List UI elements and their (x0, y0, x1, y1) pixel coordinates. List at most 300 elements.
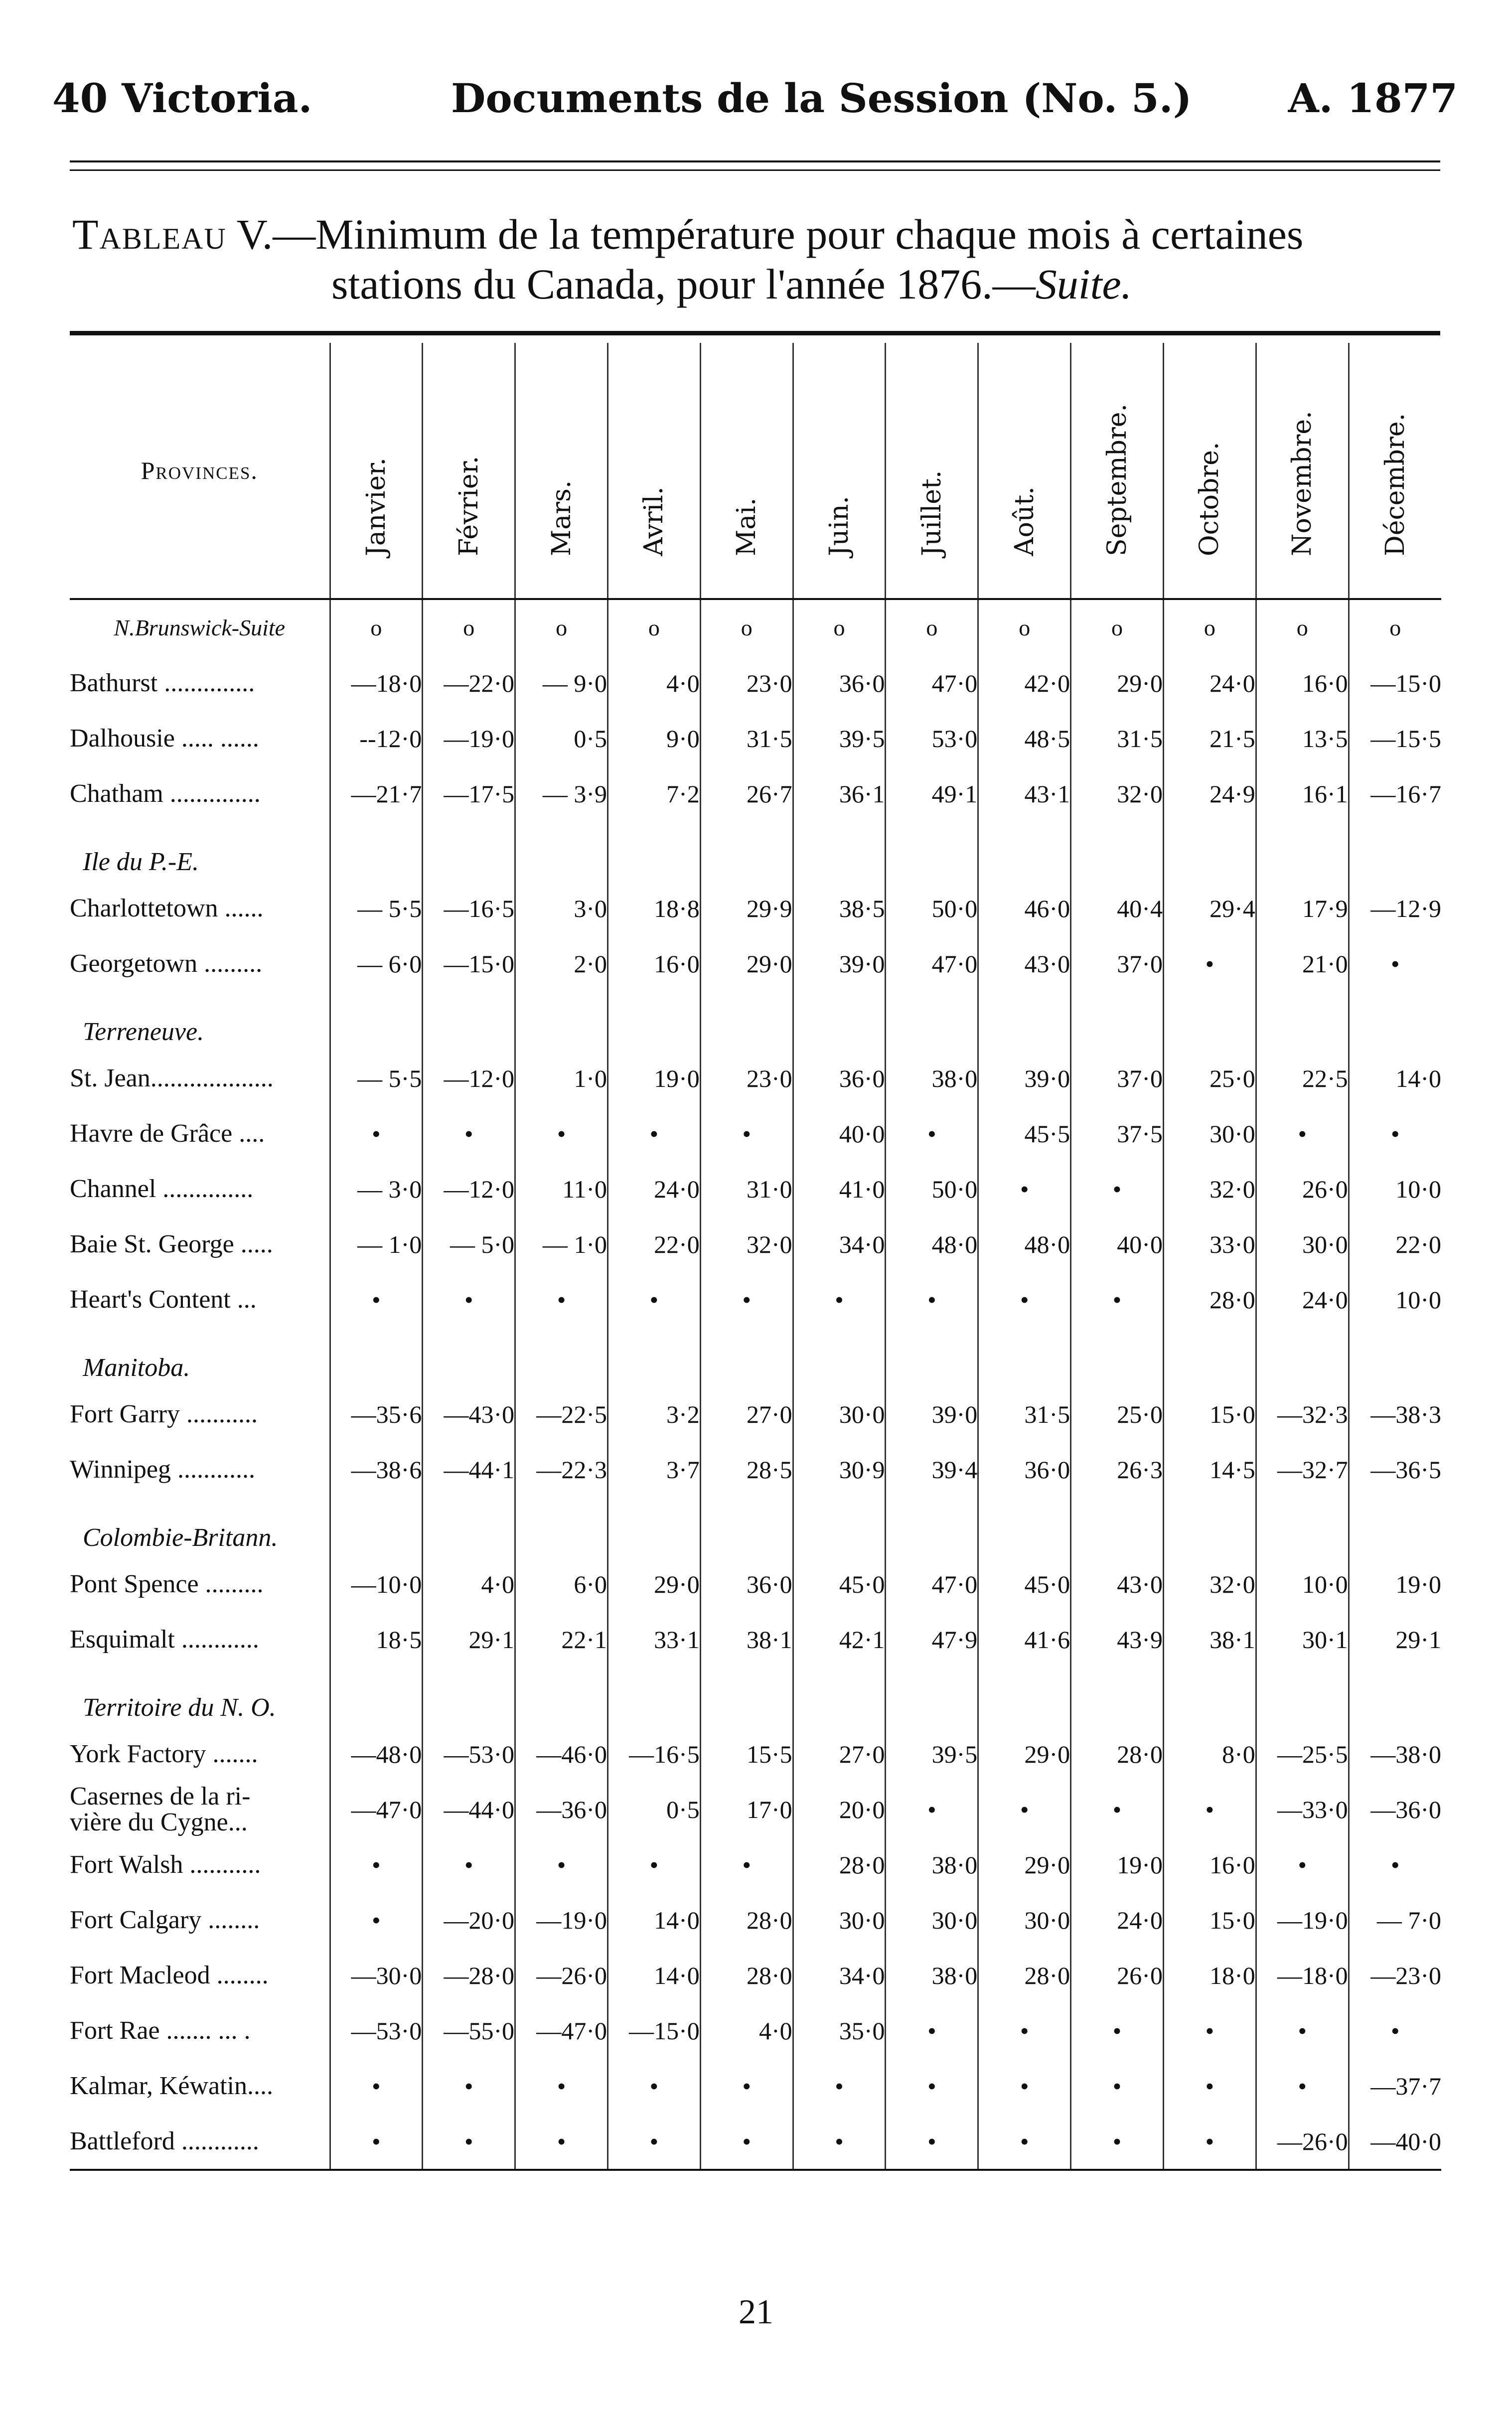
empty-cell (978, 821, 1071, 881)
station-row (70, 1051, 1441, 1106)
empty-cell (886, 991, 978, 1051)
value-cell: • (1163, 2058, 1256, 2114)
value-cell: • (607, 2058, 700, 2114)
month-label: Octobre. (1195, 442, 1225, 556)
value-cell: 45·5 (978, 1106, 1071, 1161)
value-cell: —26·0 (515, 1948, 608, 2003)
station-row (70, 2003, 1441, 2058)
station-name: Baie St. George ..... (70, 1230, 273, 1258)
value-cell: • (700, 1106, 793, 1161)
value-cell: 32·0 (1071, 766, 1164, 821)
value-cell: • (423, 1106, 515, 1161)
value-cell: • (607, 1837, 700, 1892)
value-cell: 28·0 (1071, 1726, 1164, 1782)
value-cell: 35·0 (793, 2003, 886, 2058)
value-cell: 17·0 (700, 1782, 793, 1837)
value-cell: 27·0 (793, 1726, 886, 1782)
station-row (70, 1272, 1441, 1327)
value-cell: — 1·0 (330, 1216, 423, 1272)
value-cell: 43·1 (978, 766, 1071, 821)
value-cell: 40·4 (1071, 881, 1164, 936)
degree-symbol: o (330, 599, 423, 655)
value-cell: 36·0 (700, 1556, 793, 1612)
empty-cell (978, 1667, 1071, 1726)
station-row (70, 1106, 1441, 1161)
empty-cell (515, 991, 608, 1051)
value-cell: • (1349, 936, 1441, 991)
value-cell: —20·0 (423, 1892, 515, 1948)
value-cell: 29·1 (1349, 1612, 1441, 1667)
empty-cell (1071, 1667, 1164, 1726)
empty-cell (330, 1667, 423, 1726)
value-cell: —16·5 (423, 881, 515, 936)
month-label: Juin. (824, 496, 855, 556)
value-cell: —32·3 (1256, 1386, 1349, 1442)
value-cell: —18·0 (330, 655, 423, 711)
value-cell: • (886, 1782, 978, 1837)
value-cell: 48·0 (978, 1216, 1071, 1272)
value-cell: 14·0 (607, 1948, 700, 2003)
header-rule-bottom (70, 169, 1440, 171)
value-cell: 33·1 (607, 1612, 700, 1667)
value-cell: 39·0 (978, 1051, 1071, 1106)
value-cell: —47·0 (330, 1782, 423, 1837)
value-cell: —36·0 (1349, 1782, 1441, 1837)
value-cell: 43·0 (1071, 1556, 1164, 1612)
empty-cell (886, 821, 978, 881)
value-cell: • (700, 1272, 793, 1327)
value-cell: • (793, 1272, 886, 1327)
value-cell: 50·0 (886, 881, 978, 936)
empty-cell (1163, 821, 1256, 881)
value-cell: 22·0 (607, 1216, 700, 1272)
station-name: Havre de Grâce .... (70, 1119, 265, 1148)
value-cell: 36·0 (793, 1051, 886, 1106)
section-name: Manitoba. (83, 1354, 190, 1382)
value-cell: —15·0 (1349, 655, 1441, 711)
value-cell: 36·0 (978, 1442, 1071, 1497)
value-cell: — 6·0 (330, 936, 423, 991)
value-cell: 28·0 (700, 1892, 793, 1948)
empty-cell (330, 1497, 423, 1556)
value-cell: 0·5 (515, 711, 608, 766)
station-name: Kalmar, Kéwatin.... (70, 2072, 274, 2100)
section-name: Terreneuve. (83, 1018, 204, 1046)
value-cell: 49·1 (886, 766, 978, 821)
month-label: Mars. (546, 480, 577, 556)
value-cell: 29·0 (607, 1556, 700, 1612)
station-row (70, 655, 1441, 711)
station-row (70, 2058, 1441, 2114)
month-label: Août. (1009, 486, 1040, 556)
station-row (70, 711, 1441, 766)
value-cell: • (978, 2058, 1071, 2114)
value-cell: • (700, 2058, 793, 2114)
value-cell: 31·5 (1071, 711, 1164, 766)
value-cell: 32·0 (700, 1216, 793, 1272)
value-cell: 26·3 (1071, 1442, 1164, 1497)
value-cell: 38·0 (886, 1948, 978, 2003)
value-cell: 38·0 (886, 1837, 978, 1892)
empty-cell (515, 1497, 608, 1556)
value-cell: 3·7 (607, 1442, 700, 1497)
value-cell: —53·0 (423, 1726, 515, 1782)
station-row (70, 1161, 1441, 1216)
value-cell: —40·0 (1349, 2114, 1441, 2170)
degree-symbol: o (1071, 599, 1164, 655)
value-cell: • (978, 2003, 1071, 2058)
value-cell: • (1071, 2114, 1164, 2170)
value-cell: 26·7 (700, 766, 793, 821)
empty-cell (330, 991, 423, 1051)
value-cell: 37·5 (1071, 1106, 1164, 1161)
month-label: Juillet. (916, 470, 947, 556)
value-cell: 30·1 (1256, 1612, 1349, 1667)
value-cell: • (330, 1106, 423, 1161)
value-cell: • (515, 1837, 608, 1892)
value-cell: • (793, 2114, 886, 2170)
empty-cell (1256, 991, 1349, 1051)
value-cell: 21·5 (1163, 711, 1256, 766)
empty-cell (330, 1327, 423, 1386)
value-cell: —35·6 (330, 1386, 423, 1442)
month-label: Mai. (732, 497, 762, 556)
value-cell: —47·0 (515, 2003, 608, 2058)
station-name: Battleford ............ (70, 2114, 330, 2170)
empty-cell (1071, 1327, 1164, 1386)
value-cell: • (1071, 2058, 1164, 2114)
value-cell: 16·0 (1163, 1837, 1256, 1892)
value-cell: 30·0 (1256, 1216, 1349, 1272)
value-cell: • (423, 2114, 515, 2170)
value-cell: 7·2 (607, 766, 700, 821)
empty-cell (700, 1497, 793, 1556)
value-cell: —37·7 (1349, 2058, 1441, 2114)
value-cell: 23·0 (700, 1051, 793, 1106)
degree-symbol: o (700, 599, 793, 655)
value-cell: • (1163, 2114, 1256, 2170)
value-cell: —38·6 (330, 1442, 423, 1497)
value-cell: 43·0 (978, 936, 1071, 991)
value-cell: • (886, 1272, 978, 1327)
header-left: 40 Victoria. (52, 75, 312, 122)
value-cell: 46·0 (978, 881, 1071, 936)
degree-symbol: o (1349, 599, 1441, 655)
value-cell: 26·0 (1071, 1948, 1164, 2003)
value-cell: 42·0 (978, 655, 1071, 711)
table-header-row (70, 343, 1441, 599)
empty-cell (793, 821, 886, 881)
value-cell: 34·0 (793, 1216, 886, 1272)
value-cell: —10·0 (330, 1556, 423, 1612)
value-cell: 31·5 (978, 1386, 1071, 1442)
value-cell: • (700, 1837, 793, 1892)
value-cell: 24·0 (1071, 1892, 1164, 1948)
value-cell: 47·0 (886, 936, 978, 991)
value-cell: • (1071, 1272, 1164, 1327)
value-cell: —19·0 (423, 711, 515, 766)
value-cell: 2·0 (515, 936, 608, 991)
value-cell: 14·0 (607, 1892, 700, 1948)
station-row (70, 936, 1441, 991)
value-cell: --12·0 (330, 711, 423, 766)
empty-cell (607, 1327, 700, 1386)
section-name: Colombie-Britann. (83, 1523, 278, 1552)
value-cell: 25·0 (1071, 1386, 1164, 1442)
value-cell: 10·0 (1256, 1556, 1349, 1612)
value-cell: —21·7 (330, 766, 423, 821)
empty-cell (1349, 821, 1441, 881)
value-cell: • (330, 1272, 423, 1327)
value-cell: • (1163, 2003, 1256, 2058)
empty-cell (515, 821, 608, 881)
station-row (70, 766, 1441, 821)
value-cell: • (607, 1106, 700, 1161)
section-row (70, 1667, 1441, 1726)
value-cell: — 9·0 (515, 655, 608, 711)
value-cell: 30·9 (793, 1442, 886, 1497)
value-cell: —22·5 (515, 1386, 608, 1442)
section-name: Territoire du N. O. (83, 1693, 276, 1722)
value-cell: 30·0 (793, 1892, 886, 1948)
value-cell: 27·0 (700, 1386, 793, 1442)
value-cell: —36·0 (515, 1782, 608, 1837)
value-cell: • (330, 2058, 423, 2114)
value-cell: 42·1 (793, 1612, 886, 1667)
value-cell: —19·0 (1256, 1892, 1349, 1948)
value-cell: 48·0 (886, 1216, 978, 1272)
value-cell: 15·0 (1163, 1386, 1256, 1442)
value-cell: 38·5 (793, 881, 886, 936)
empty-cell (1163, 1327, 1256, 1386)
station-row (70, 1948, 1441, 2003)
value-cell: 1·0 (515, 1051, 608, 1106)
value-cell: 38·1 (1163, 1612, 1256, 1667)
empty-cell (1071, 991, 1164, 1051)
value-cell: 14·0 (1349, 1051, 1441, 1106)
value-cell: 37·0 (1071, 936, 1164, 991)
value-cell: 24·0 (607, 1161, 700, 1216)
value-cell: 24·9 (1163, 766, 1256, 821)
value-cell: 28·0 (793, 1837, 886, 1892)
month-header-2 (515, 343, 608, 599)
value-cell: 53·0 (886, 711, 978, 766)
empty-cell (700, 821, 793, 881)
value-cell: • (978, 1272, 1071, 1327)
value-cell: 22·0 (1349, 1216, 1441, 1272)
empty-cell (793, 1497, 886, 1556)
value-cell: —16·7 (1349, 766, 1441, 821)
empty-cell (700, 991, 793, 1051)
value-cell: —17·5 (423, 766, 515, 821)
degree-symbol: o (886, 599, 978, 655)
title-suite: Suite. (1035, 260, 1132, 308)
table-top-rule (70, 331, 1440, 335)
temperature-table (70, 343, 1441, 2171)
value-cell: 50·0 (886, 1161, 978, 1216)
section-row (70, 991, 1441, 1051)
page-number: 21 (739, 2293, 773, 2331)
value-cell: 8·0 (1163, 1726, 1256, 1782)
value-cell: • (1163, 936, 1256, 991)
empty-cell (978, 1497, 1071, 1556)
empty-cell (793, 1667, 886, 1726)
value-cell: 16·0 (607, 936, 700, 991)
value-cell: 39·5 (793, 711, 886, 766)
value-cell: —36·5 (1349, 1442, 1441, 1497)
value-cell: 10·0 (1349, 1161, 1441, 1216)
value-cell: 39·5 (886, 1726, 978, 1782)
value-cell: —19·0 (515, 1892, 608, 1948)
value-cell: 19·0 (1071, 1837, 1164, 1892)
station-name: Pont Spence ......... (70, 1570, 264, 1598)
value-cell: • (886, 2058, 978, 2114)
empty-cell (423, 1667, 515, 1726)
value-cell: 16·0 (1256, 655, 1349, 711)
section-row (70, 1327, 1441, 1386)
degree-symbol: o (1256, 599, 1349, 655)
value-cell: • (1071, 1161, 1164, 1216)
value-cell: — 1·0 (515, 1216, 608, 1272)
value-cell: 9·0 (607, 711, 700, 766)
value-cell: • (1256, 1106, 1349, 1161)
empty-cell (1349, 1497, 1441, 1556)
empty-cell (423, 1497, 515, 1556)
value-cell: 36·1 (793, 766, 886, 821)
month-header-5 (793, 343, 886, 599)
value-cell: 36·0 (793, 655, 886, 711)
value-cell: —38·3 (1349, 1386, 1441, 1442)
value-cell: • (1256, 2003, 1349, 2058)
value-cell: • (607, 1272, 700, 1327)
degree-symbol: o (978, 599, 1071, 655)
empty-cell (1349, 1667, 1441, 1726)
empty-cell (1256, 1497, 1349, 1556)
empty-cell (700, 1667, 793, 1726)
station-name-line: vière du Cygne... (70, 1808, 248, 1836)
value-cell: 48·5 (978, 711, 1071, 766)
section-name: Ile du P.-E. (83, 848, 199, 876)
value-cell: 38·1 (700, 1612, 793, 1667)
value-cell: 6·0 (515, 1556, 608, 1612)
value-cell: —16·5 (607, 1726, 700, 1782)
value-cell: 29·0 (978, 1837, 1071, 1892)
value-cell: — 3·9 (515, 766, 608, 821)
empty-cell (330, 821, 423, 881)
value-cell: 26·0 (1256, 1161, 1349, 1216)
month-header-3 (607, 343, 700, 599)
title-label: Tableau (72, 210, 227, 258)
value-cell: 20·0 (793, 1782, 886, 1837)
month-label: Septembre. (1102, 403, 1132, 556)
month-header-11 (1349, 343, 1441, 599)
value-cell: —23·0 (1349, 1948, 1441, 2003)
station-name: Fort Garry ........... (70, 1400, 258, 1428)
value-cell: 19·0 (607, 1051, 700, 1106)
value-cell: • (330, 1892, 423, 1948)
empty-cell (886, 1327, 978, 1386)
value-cell: 17·9 (1256, 881, 1349, 936)
station-name: Dalhousie ..... ...... (70, 724, 259, 753)
station-name: Fort Walsh ........... (70, 1850, 261, 1879)
value-cell: — 5·5 (330, 1051, 423, 1106)
header-rule-top (70, 160, 1440, 162)
value-cell: 25·0 (1163, 1051, 1256, 1106)
value-cell: —55·0 (423, 2003, 515, 2058)
empty-cell (978, 991, 1071, 1051)
value-cell: • (330, 1837, 423, 1892)
value-cell: 29·1 (423, 1612, 515, 1667)
degree-symbol: o (423, 599, 515, 655)
value-cell: 45·0 (978, 1556, 1071, 1612)
value-cell: 28·0 (1163, 1272, 1256, 1327)
value-cell: 43·9 (1071, 1612, 1164, 1667)
value-cell: 23·0 (700, 655, 793, 711)
value-cell: —44·0 (423, 1782, 515, 1837)
value-cell: • (423, 1837, 515, 1892)
station-name: Georgetown ......... (70, 949, 263, 978)
empty-cell (607, 991, 700, 1051)
value-cell: 14·5 (1163, 1442, 1256, 1497)
value-cell: 32·0 (1163, 1556, 1256, 1612)
value-cell: 37·0 (1071, 1051, 1164, 1106)
value-cell: 29·4 (1163, 881, 1256, 936)
value-cell: 39·0 (886, 1386, 978, 1442)
value-cell: 10·0 (1349, 1272, 1441, 1327)
month-header-6 (886, 343, 978, 599)
month-label: Janvier. (361, 457, 391, 556)
station-name-line: Casernes de la ri- (70, 1782, 251, 1811)
value-cell: 30·0 (978, 1892, 1071, 1948)
value-cell: 41·0 (793, 1161, 886, 1216)
month-label: Avril. (639, 486, 669, 556)
provinces-header: Provinces. (70, 343, 330, 599)
value-cell: • (886, 2114, 978, 2170)
empty-cell (1256, 821, 1349, 881)
value-cell: 40·0 (793, 1106, 886, 1161)
value-cell: 22·5 (1256, 1051, 1349, 1106)
value-cell: • (1163, 1782, 1256, 1837)
value-cell: 18·5 (330, 1612, 423, 1667)
month-header-4 (700, 343, 793, 599)
value-cell: 3·0 (515, 881, 608, 936)
empty-cell (1349, 1327, 1441, 1386)
month-label: Février. (454, 455, 484, 556)
value-cell: • (330, 2114, 423, 2170)
value-cell: • (700, 2114, 793, 2170)
station-row (70, 2114, 1441, 2170)
degree-symbol: o (1163, 599, 1256, 655)
station-name: York Factory ....... (70, 1740, 258, 1768)
month-header-10 (1256, 343, 1349, 599)
empty-cell (1163, 1497, 1256, 1556)
title-line-2: stations du Canada, pour l'année 1876.— (331, 260, 1036, 308)
station-name: Channel .............. (70, 1175, 254, 1203)
value-cell: —12·0 (423, 1051, 515, 1106)
value-cell: 30·0 (886, 1892, 978, 1948)
empty-cell (1071, 1497, 1164, 1556)
station-name: Bathurst .............. (70, 669, 255, 697)
empty-cell (607, 1497, 700, 1556)
value-cell: 38·0 (886, 1051, 978, 1106)
empty-cell (886, 1497, 978, 1556)
value-cell: —12·9 (1349, 881, 1441, 936)
empty-cell (700, 1327, 793, 1386)
station-row (70, 881, 1441, 936)
value-cell: 32·0 (1163, 1161, 1256, 1216)
month-label: Novembre. (1287, 411, 1318, 556)
station-row (70, 1837, 1441, 1892)
